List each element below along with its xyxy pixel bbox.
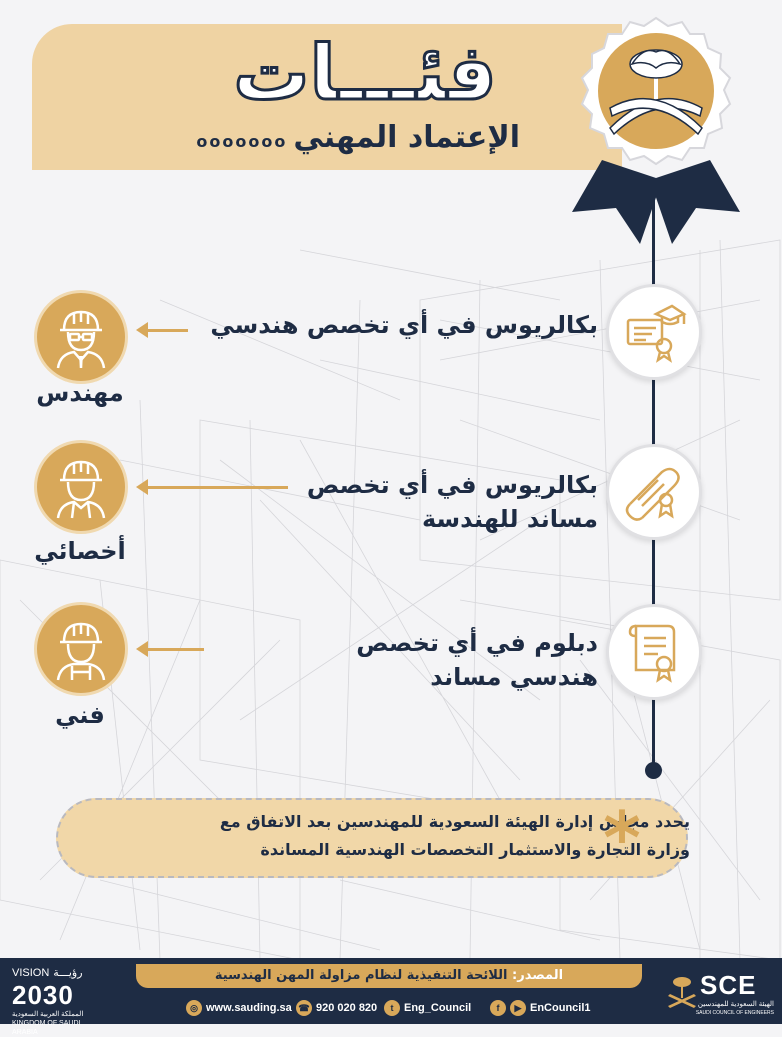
vision-year: 2030 <box>12 980 74 1010</box>
arrow-head-3-icon <box>136 641 148 657</box>
website-text: www.sauding.sa <box>206 1002 292 1014</box>
twitter-link[interactable] <box>384 997 471 1019</box>
page-title: فئـــات <box>233 28 497 117</box>
note-line2: وزارة التجارة والاستثمار التخصصات الهندسية المساندة <box>260 840 690 859</box>
sce-text: SCE <box>700 970 757 1000</box>
role-label-2: أخصائي <box>34 537 126 565</box>
sce-logo <box>664 966 774 1020</box>
phone-link[interactable] <box>296 997 377 1019</box>
certificate-document-icon <box>622 620 686 684</box>
award-badge-icon <box>566 12 746 247</box>
requirement-2 <box>307 468 598 536</box>
requirement-2-line1: بكالريوس في أي تخصص <box>306 471 598 499</box>
arrow-line-3 <box>148 648 204 651</box>
facebook-icon: f <box>490 1000 506 1016</box>
subtitle-dots: ooooooo <box>196 132 288 151</box>
vision-ar: رؤيـــة <box>53 967 83 979</box>
vision-2030-logo <box>12 966 102 1036</box>
role-circle-2 <box>34 440 128 534</box>
arrow-line-2 <box>148 486 288 489</box>
twitter-text: Eng_Council <box>404 1002 472 1014</box>
role-label-3: فني <box>55 701 105 729</box>
requirement-2-line2: مساند للهندسة <box>422 505 598 533</box>
arrow-head-1-icon <box>136 322 148 338</box>
engineer-icon <box>46 302 116 372</box>
role-label-1: مهندس <box>36 379 124 407</box>
social-text: EnCouncil1 <box>530 1002 591 1014</box>
vision-word: VISION <box>12 967 50 979</box>
globe-icon: ◎ <box>186 1000 202 1016</box>
source-label: المصدر: <box>512 968 564 983</box>
subtitle-text: الإعتماد المهني <box>293 120 520 155</box>
timeline-end-dot <box>645 762 662 779</box>
phone-text: 920 020 820 <box>316 1002 378 1014</box>
certificate-icon <box>622 300 686 364</box>
arrow-head-2-icon <box>136 479 148 495</box>
technician-icon <box>46 614 116 684</box>
youtube-icon: ▶ <box>510 1000 526 1016</box>
role-circle-3 <box>34 602 128 696</box>
source-text <box>136 964 642 988</box>
requirement-1 <box>210 308 598 342</box>
step-circle-3 <box>606 604 702 700</box>
requirement-3-line2: هندسي مساند <box>430 663 598 691</box>
org-name-en: SAUDI COUNCIL OF ENGINEERS <box>695 1010 774 1016</box>
requirement-3 <box>356 626 598 694</box>
role-circle-1 <box>34 290 128 384</box>
note-line1: يحدد مجلس إدارة الهيئة السعودية للمهندسين بعد الاتفاق مع <box>219 812 690 831</box>
vision-country: المملكة العربية السعودية <box>12 1011 84 1018</box>
page-subtitle <box>150 118 520 158</box>
requirement-3-line1: دبلوم في أي تخصص <box>356 629 598 657</box>
specialist-icon <box>46 452 116 522</box>
source-value: اللائحة التنفيذية لنظام مزاولة المهن الهندسية <box>214 968 508 983</box>
step-circle-1 <box>606 284 702 380</box>
twitter-icon: t <box>384 1000 400 1016</box>
diploma-scroll-icon <box>622 460 686 524</box>
website-link[interactable] <box>186 997 292 1019</box>
arrow-line-1 <box>148 329 188 332</box>
vision-country-en: KINGDOM OF SAUDI ARABIA <box>12 1020 81 1036</box>
social-links[interactable] <box>490 997 591 1019</box>
org-name-ar: الهيئة السعودية للمهندسين <box>697 1001 774 1008</box>
asterisk-icon: * <box>603 796 641 880</box>
phone-icon: ☎ <box>296 1000 312 1016</box>
step-circle-2 <box>606 444 702 540</box>
requirement-1-line1: بكالريوس في أي تخصص هندسي <box>210 311 598 339</box>
